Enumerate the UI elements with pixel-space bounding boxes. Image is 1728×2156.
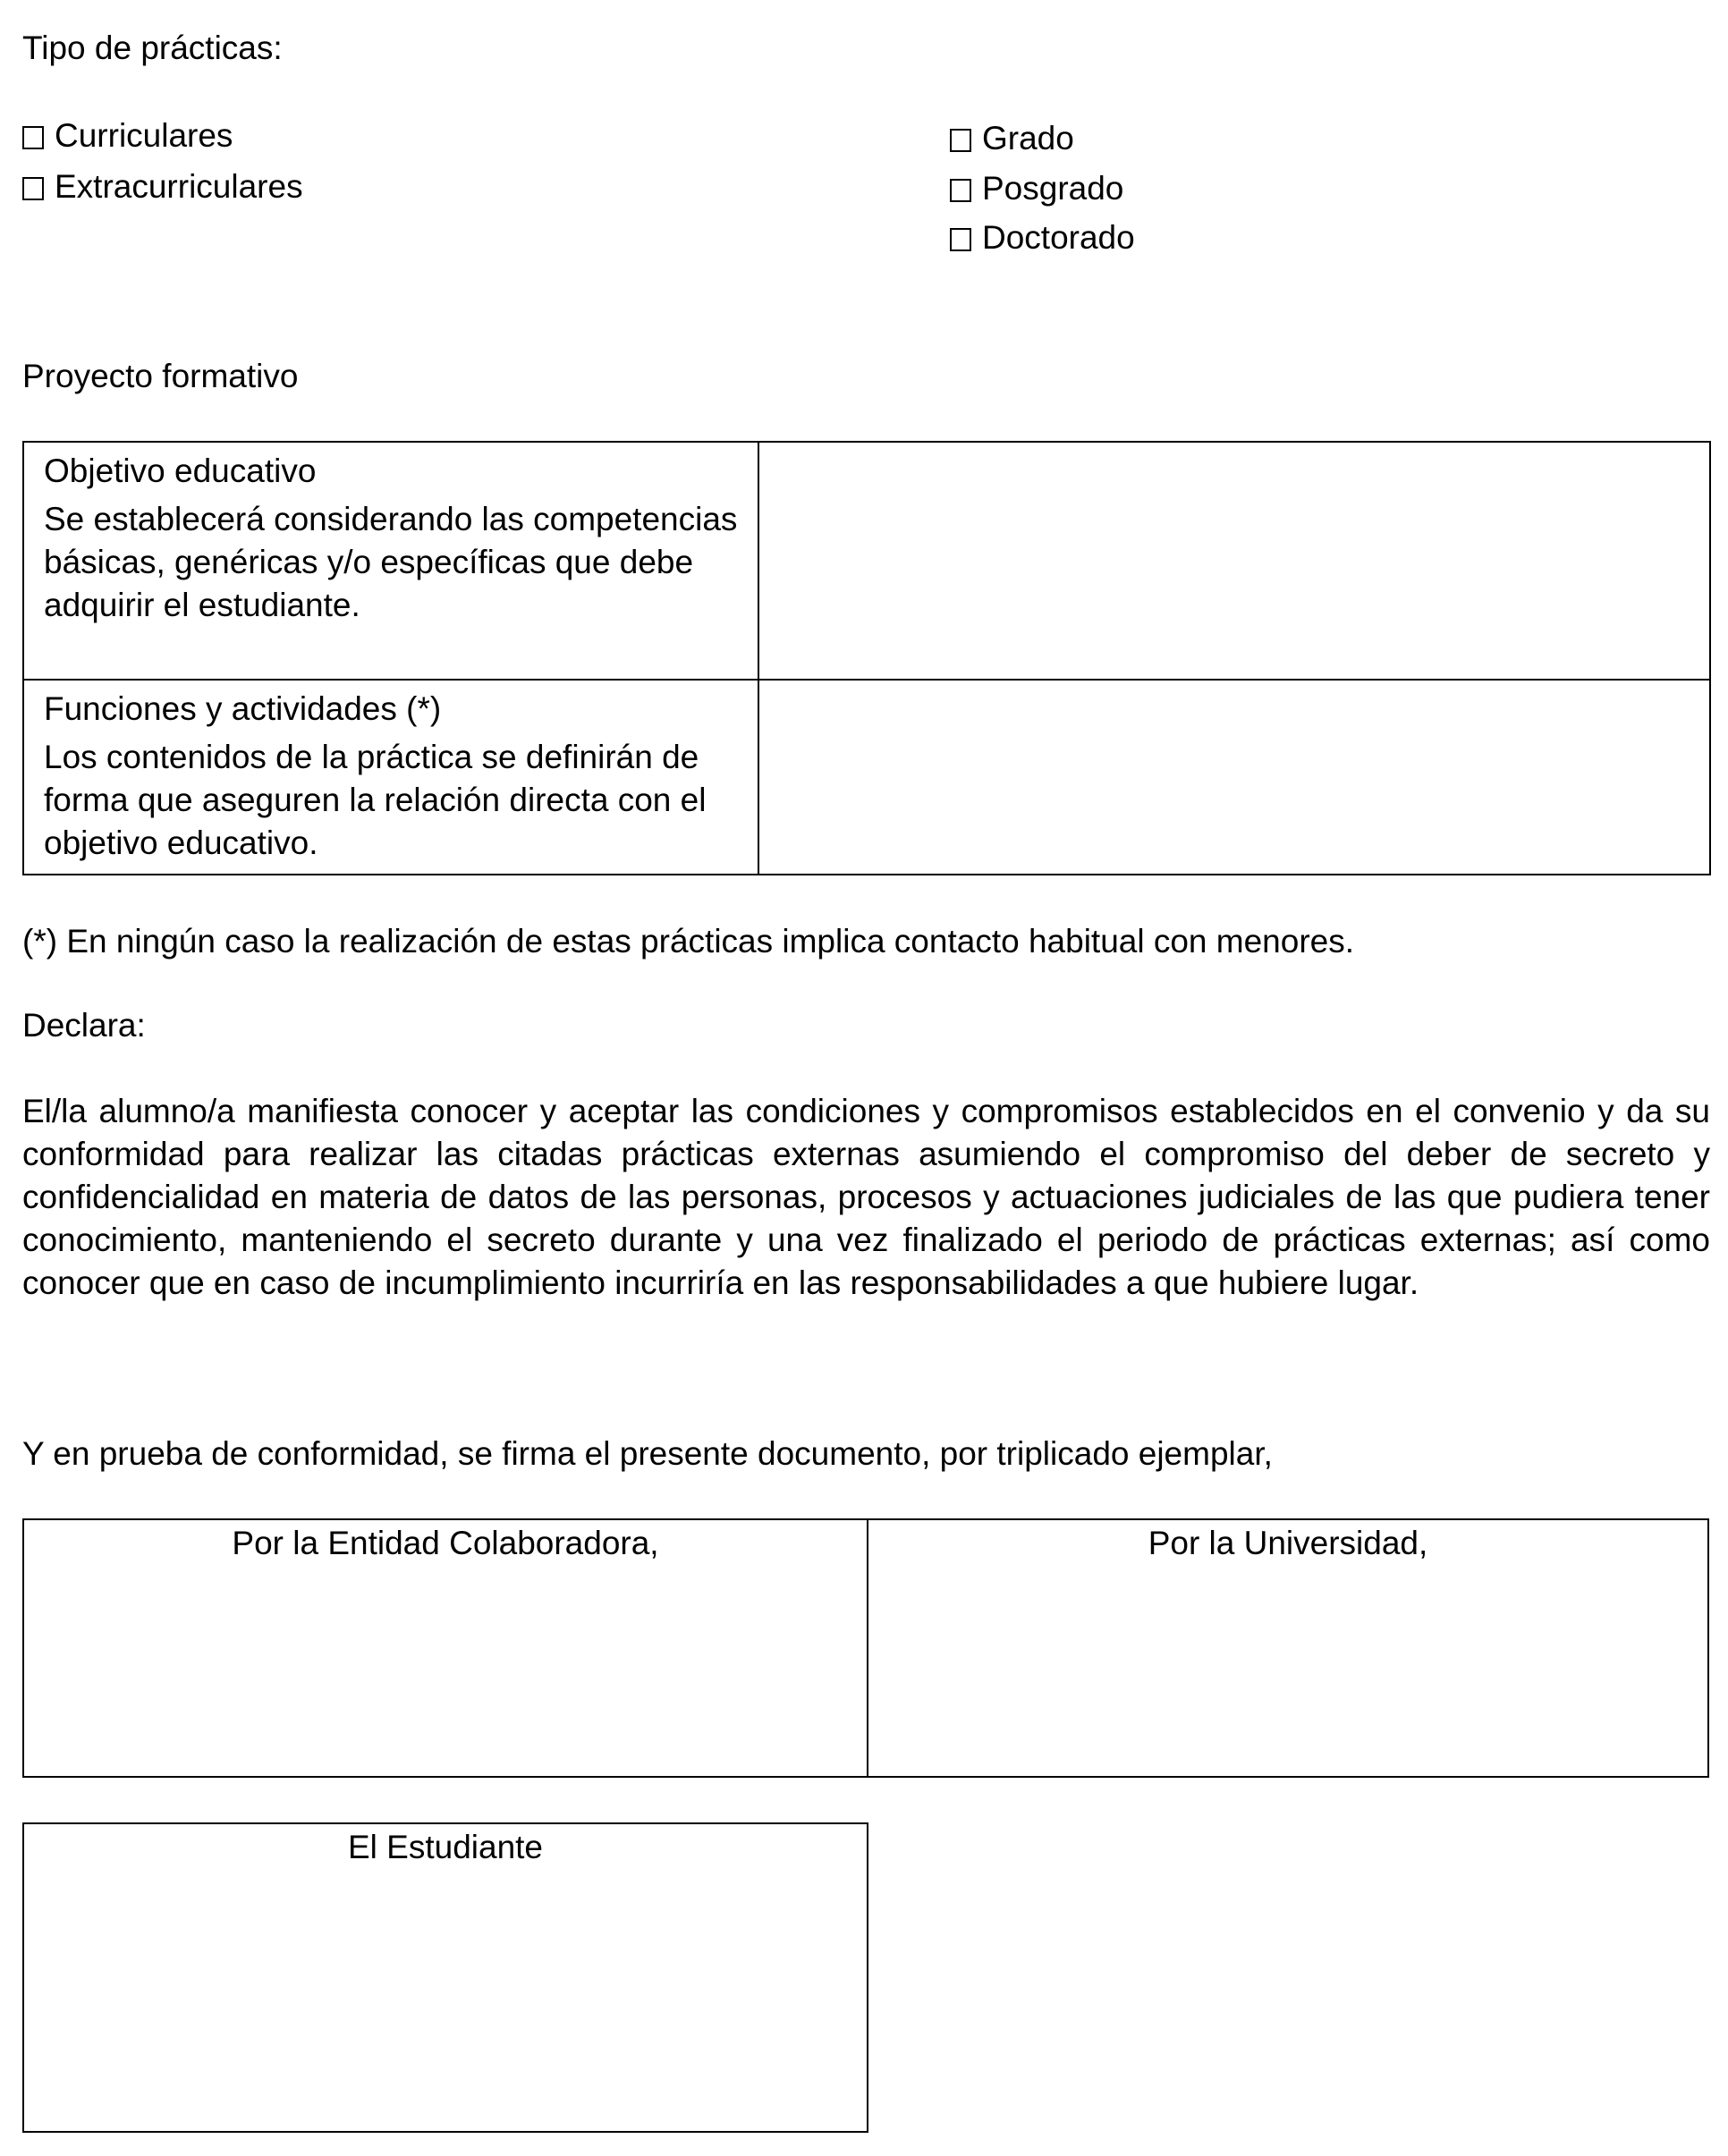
signature-universidad-label: Por la Universidad, <box>1148 1525 1428 1561</box>
checkbox-icon[interactable] <box>22 126 44 149</box>
option-label: Grado <box>982 120 1074 156</box>
signature-entidad-label: Por la Entidad Colaboradora, <box>232 1525 659 1561</box>
checkbox-option-posgrado[interactable] <box>950 167 1123 210</box>
checkbox-option-curriculares[interactable] <box>22 114 233 157</box>
declaration-paragraph: El/la alumno/a manifiesta conocer y aceptar las condiciones y compromisos establecidos en el convenio y da su conformidad para realizar las citadas prácticas externas asumiendo el compromiso del deber de secreto y confidencialidad en materia de datos de las personas, procesos y actuaciones judiciales de las que pudiera tener conocimiento, manteniendo el secreto durante y una vez finalizado el periodo de prácticas externas; así como conocer que en caso de incumplimiento incurriría en las responsabilidades a que hubiere lugar. <box>22 1093 1710 1301</box>
table-row <box>23 680 1710 875</box>
row-label-cell <box>23 680 758 875</box>
row-heading: Funciones y actividades (*) <box>44 690 442 727</box>
declara-title: Declara: <box>22 1007 146 1044</box>
signature-estudiante-label: El Estudiante <box>347 1829 544 1865</box>
closing-statement: Y en prueba de conformidad, se firma el presente documento, por triplicado ejemplar, <box>22 1435 1273 1472</box>
checkbox-icon[interactable] <box>950 129 971 152</box>
signature-table <box>22 1518 1709 1778</box>
funciones-actividades-field[interactable] <box>758 680 1710 875</box>
checkbox-option-doctorado[interactable] <box>950 216 1135 259</box>
table-row <box>23 442 1710 680</box>
objetivo-educativo-field[interactable] <box>758 442 1710 680</box>
row-label-cell <box>23 442 758 680</box>
option-label: Posgrado <box>982 170 1124 207</box>
footnote: (*) En ningún caso la realización de estas prácticas implica contacto habitual con menores. <box>22 923 1355 960</box>
checkbox-icon[interactable] <box>22 177 44 200</box>
checkbox-icon[interactable] <box>950 179 971 202</box>
option-label: Doctorado <box>982 219 1135 256</box>
signature-estudiante-box[interactable] <box>23 1823 868 2132</box>
row-description: Los contenidos de la práctica se definirán de forma que aseguren la relación directa con el objetivo educativo. <box>44 739 707 861</box>
signature-student-table <box>22 1822 868 2133</box>
signature-entidad-box[interactable] <box>23 1519 868 1777</box>
option-label: Curriculares <box>55 117 233 154</box>
tipo-practicas-title: Tipo de prácticas: <box>22 30 283 66</box>
row-heading: Objetivo educativo <box>44 452 317 489</box>
checkbox-option-extracurriculares[interactable] <box>22 165 303 208</box>
option-label: Extracurriculares <box>55 168 303 205</box>
checkbox-icon[interactable] <box>950 228 971 251</box>
checkbox-option-grado[interactable] <box>950 117 1074 160</box>
signature-universidad-box[interactable] <box>868 1519 1708 1777</box>
proyecto-formativo-table <box>22 441 1711 875</box>
proyecto-formativo-title: Proyecto formativo <box>22 358 299 394</box>
row-description: Se establecerá considerando las competencias básicas, genéricas y/o específicas que debe adquirir el estudiante. <box>44 501 738 623</box>
